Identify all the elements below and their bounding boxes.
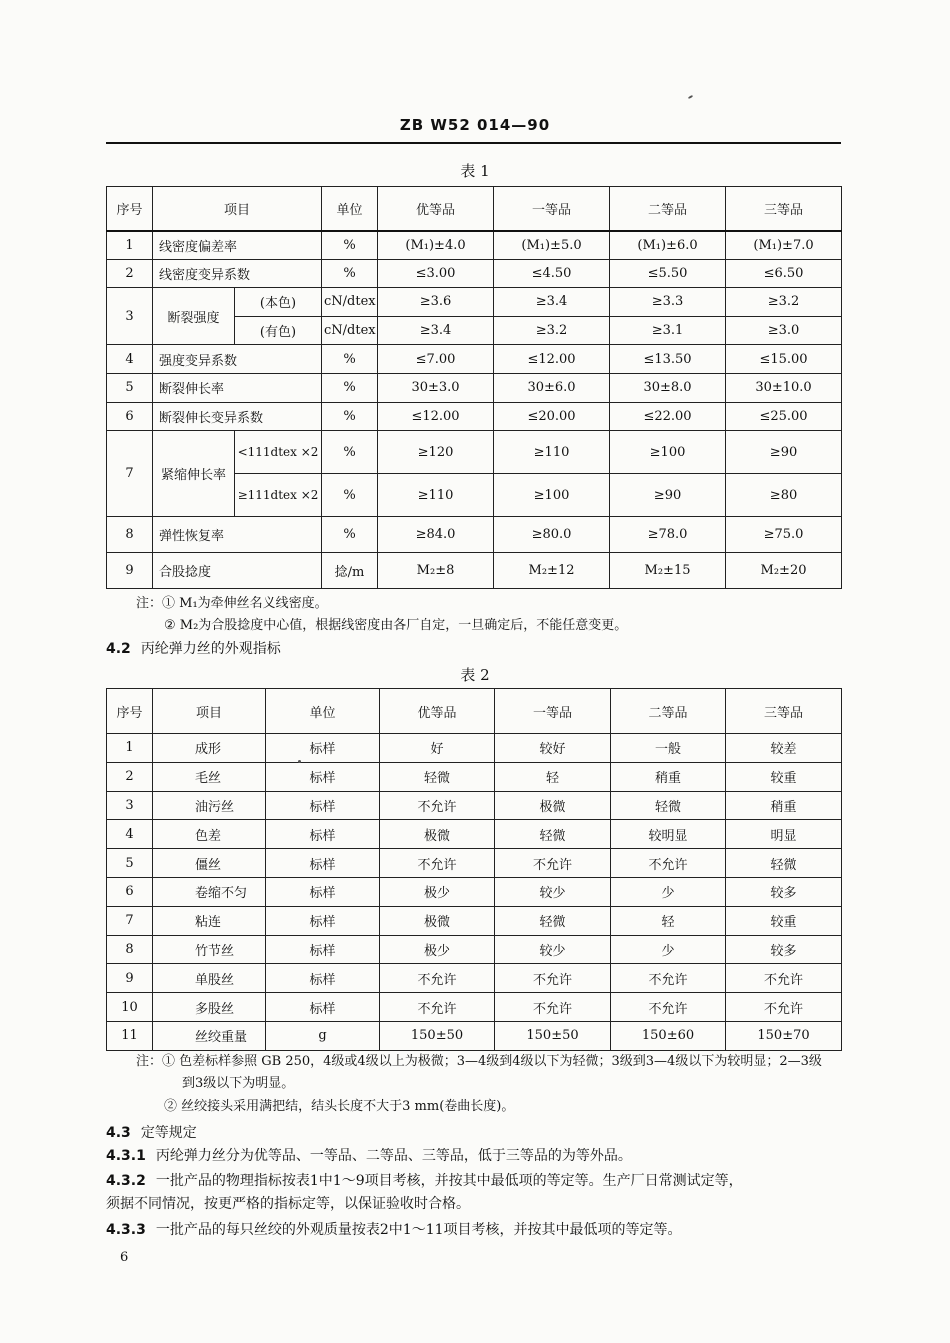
value-cell: M₂±20 — [726, 553, 842, 589]
table-row — [107, 288, 842, 317]
value-cell: ≥3.0 — [726, 316, 842, 345]
value-cell: ≥75.0 — [726, 517, 842, 553]
header-cell: 三等品 — [726, 689, 842, 734]
value-cell: ≥3.2 — [494, 316, 610, 345]
item-cell: 合股捻度 — [153, 553, 322, 589]
value-cell: 不允许 — [495, 849, 611, 878]
row-number: 9 — [107, 553, 153, 589]
unit-cell: % — [322, 259, 378, 288]
table-row — [107, 373, 842, 402]
section-heading: 定等规定 — [140, 1125, 197, 1141]
value-cell: ≥3.4 — [494, 288, 610, 317]
value-cell: 30±10.0 — [726, 373, 842, 402]
value-cell: 少 — [611, 877, 726, 906]
value-cell: 150±50 — [380, 1021, 495, 1050]
value-cell: ≥90 — [610, 474, 726, 517]
value-cell: 轻微 — [495, 820, 611, 849]
unit-cell: g — [266, 1021, 380, 1050]
table-row — [107, 935, 842, 964]
value-cell: 不允许 — [495, 993, 611, 1022]
header-cell: 优等品 — [380, 689, 495, 734]
value-cell: 不允许 — [380, 791, 495, 820]
table2-title: 表 2 — [460, 666, 490, 684]
item-cell: 弹性恢复率 — [153, 517, 322, 553]
table-row — [107, 820, 842, 849]
unit-cell: % — [322, 431, 378, 474]
item-cell: 线密度偏差率 — [153, 231, 322, 260]
unit-cell: % — [322, 517, 378, 553]
value-cell: ≥90 — [726, 431, 842, 474]
row-number: 10 — [107, 993, 153, 1022]
table1-header-row — [107, 187, 842, 231]
item-cell: 毛丝 — [153, 762, 266, 791]
item-cell: 断裂强度 — [153, 288, 235, 345]
unit-cell: 捻/m — [322, 553, 378, 589]
value-cell: 好 — [380, 734, 495, 763]
item-cell: 粘连 — [153, 906, 266, 935]
unit-cell: 标样 — [266, 964, 380, 993]
clause-4-3-1 — [106, 1145, 846, 1167]
value-cell: 不允许 — [380, 964, 495, 993]
value-cell: 30±3.0 — [378, 373, 494, 402]
row-number: 5 — [107, 849, 153, 878]
value-cell: ≥3.6 — [378, 288, 494, 317]
header-cell: 单位 — [322, 187, 378, 231]
table-row — [107, 345, 842, 374]
value-cell: 150±50 — [495, 1021, 611, 1050]
subitem-cell: (本色) — [235, 288, 322, 317]
value-cell: 较少 — [495, 935, 611, 964]
row-number: 7 — [107, 906, 153, 935]
clause-text: 一批产品的物理指标按表1中1～9项目考核，并按其中最低项的等定等。生产厂日常测试定等， — [155, 1173, 743, 1189]
table-row — [107, 431, 842, 474]
value-cell: 较少 — [495, 877, 611, 906]
value-cell: ≥3.4 — [378, 316, 494, 345]
value-cell: 轻 — [611, 906, 726, 935]
item-cell: 断裂伸长率 — [153, 373, 322, 402]
value-cell: (M₁)±7.0 — [726, 231, 842, 260]
value-cell: ≥120 — [378, 431, 494, 474]
row-number: 6 — [107, 877, 153, 906]
value-cell: 30±8.0 — [610, 373, 726, 402]
value-cell: ≤5.50 — [610, 259, 726, 288]
row-number: 8 — [107, 517, 153, 553]
value-cell: ≤3.00 — [378, 259, 494, 288]
header-cell: 一等品 — [495, 689, 611, 734]
subitem-cell: ≥111dtex ×2 — [235, 474, 322, 517]
value-cell: ≥80.0 — [494, 517, 610, 553]
item-cell: 线密度变异系数 — [153, 259, 322, 288]
header-cell: 优等品 — [378, 187, 494, 231]
clause-number: 4.3.2 — [106, 1173, 146, 1189]
row-number: 2 — [107, 762, 153, 791]
table2-note-1: 注：① 色差标样参照 GB 250，4级或4级以上为极微；3—4级到4级以下为轻微；3级到3—4级以下为较明显；2—3级 — [136, 1054, 822, 1069]
row-number: 6 — [107, 402, 153, 431]
unit-cell: % — [322, 231, 378, 260]
table-row — [107, 906, 842, 935]
item-cell: 油污丝 — [153, 791, 266, 820]
item-cell: 竹节丝 — [153, 935, 266, 964]
value-cell: 150±60 — [611, 1021, 726, 1050]
value-cell: ≤20.00 — [494, 402, 610, 431]
item-cell: 成形 — [153, 734, 266, 763]
value-cell: 不允许 — [726, 964, 842, 993]
unit-cell: % — [322, 402, 378, 431]
unit-cell: % — [322, 474, 378, 517]
value-cell: ≥78.0 — [610, 517, 726, 553]
value-cell: 较重 — [726, 906, 842, 935]
item-cell: 单股丝 — [153, 964, 266, 993]
value-cell: ≤12.00 — [378, 402, 494, 431]
table2-note-1-cont: 到3级以下为明显。 — [182, 1076, 295, 1091]
header-cell: 三等品 — [726, 187, 842, 231]
value-cell: 不允许 — [611, 964, 726, 993]
table1-note-1: 注：① M₁为牵伸丝名义线密度。 — [136, 596, 328, 611]
header-cell: 二等品 — [611, 689, 726, 734]
value-cell: 轻 — [495, 762, 611, 791]
table2 — [106, 688, 842, 1051]
value-cell: ≤25.00 — [726, 402, 842, 431]
row-number: 4 — [107, 820, 153, 849]
section-number: 4.3 — [106, 1125, 131, 1141]
item-cell: 紧缩伸长率 — [153, 431, 235, 517]
row-number: 5 — [107, 373, 153, 402]
unit-cell: % — [322, 373, 378, 402]
table-row — [107, 517, 842, 553]
value-cell: 不允许 — [495, 964, 611, 993]
value-cell: 150±70 — [726, 1021, 842, 1050]
value-cell: ≥100 — [610, 431, 726, 474]
value-cell: 极微 — [495, 791, 611, 820]
value-cell: 不允许 — [611, 849, 726, 878]
value-cell: 较差 — [726, 734, 842, 763]
unit-cell: cN/dtex — [322, 316, 378, 345]
value-cell: 轻微 — [380, 762, 495, 791]
value-cell: 较好 — [495, 734, 611, 763]
value-cell: 较多 — [726, 935, 842, 964]
value-cell: 较重 — [726, 762, 842, 791]
item-cell: 卷缩不匀 — [153, 877, 266, 906]
value-cell: 少 — [611, 935, 726, 964]
row-number: 1 — [107, 734, 153, 763]
item-cell: 多股丝 — [153, 993, 266, 1022]
header-cell: 序号 — [107, 689, 153, 734]
value-cell: 不允许 — [726, 993, 842, 1022]
value-cell: 一般 — [611, 734, 726, 763]
value-cell: ≤6.50 — [726, 259, 842, 288]
value-cell: (M₁)±5.0 — [494, 231, 610, 260]
value-cell: (M₁)±4.0 — [378, 231, 494, 260]
section-number: 4.2 — [106, 641, 131, 657]
value-cell: ≥100 — [494, 474, 610, 517]
value-cell: 不允许 — [380, 993, 495, 1022]
section-4-3 — [106, 1122, 846, 1144]
table-row — [107, 259, 842, 288]
section-heading: 丙纶弹力丝的外观指标 — [140, 641, 281, 657]
unit-cell: % — [322, 345, 378, 374]
table-row — [107, 964, 842, 993]
header-rule — [106, 142, 841, 144]
value-cell: ≤22.00 — [610, 402, 726, 431]
value-cell: ≥80 — [726, 474, 842, 517]
standard-code: ZB W52 014—90 — [399, 116, 551, 134]
value-cell: ≥3.1 — [610, 316, 726, 345]
table-row — [107, 877, 842, 906]
table-row — [107, 231, 842, 260]
value-cell: 明显 — [726, 820, 842, 849]
item-cell: 僵丝 — [153, 849, 266, 878]
table-row — [107, 849, 842, 878]
value-cell: ≥110 — [494, 431, 610, 474]
clause-text: 丙纶弹力丝分为优等品、一等品、二等品、三等品，低于三等品的为等外品。 — [155, 1148, 632, 1164]
item-cell: 断裂伸长变异系数 — [153, 402, 322, 431]
value-cell: ≤13.50 — [610, 345, 726, 374]
unit-cell: 标样 — [266, 762, 380, 791]
value-cell: M₂±12 — [494, 553, 610, 589]
header-cell: 单位 — [266, 689, 380, 734]
unit-cell: 标样 — [266, 820, 380, 849]
header-cell: 序号 — [107, 187, 153, 231]
table-row — [107, 402, 842, 431]
row-number: 3 — [107, 288, 153, 345]
unit-cell: 标样 — [266, 935, 380, 964]
value-cell: 不允许 — [611, 993, 726, 1022]
value-cell: 轻微 — [726, 849, 842, 878]
value-cell: 极微 — [380, 820, 495, 849]
row-number: 8 — [107, 935, 153, 964]
header-cell: 一等品 — [494, 187, 610, 231]
value-cell: M₂±15 — [610, 553, 726, 589]
item-cell: 丝绞重量 — [153, 1021, 266, 1050]
scan-speck — [298, 760, 301, 763]
item-cell: 色差 — [153, 820, 266, 849]
row-number: 7 — [107, 431, 153, 517]
value-cell: ≤7.00 — [378, 345, 494, 374]
value-cell: 极少 — [380, 877, 495, 906]
row-number: 1 — [107, 231, 153, 260]
table1-title: 表 1 — [460, 162, 490, 180]
value-cell: ≤15.00 — [726, 345, 842, 374]
subitem-cell: (有色) — [235, 316, 322, 345]
unit-cell: 标样 — [266, 734, 380, 763]
table-row — [107, 791, 842, 820]
unit-cell: cN/dtex — [322, 288, 378, 317]
value-cell: 稍重 — [726, 791, 842, 820]
value-cell: ≥84.0 — [378, 517, 494, 553]
value-cell: ≥110 — [378, 474, 494, 517]
value-cell: 30±6.0 — [494, 373, 610, 402]
header-cell: 项目 — [153, 689, 266, 734]
clause-4-3-3 — [106, 1219, 846, 1241]
clause-number: 4.3.3 — [106, 1222, 146, 1238]
table2-note-2: ② 丝绞接头采用满把结，结头长度不大于3 mm(卷曲长度)。 — [164, 1099, 515, 1114]
table-row — [107, 553, 842, 589]
clause-4-3-2-cont — [106, 1193, 846, 1215]
value-cell: ≥3.3 — [610, 288, 726, 317]
value-cell: ≤12.00 — [494, 345, 610, 374]
table-row — [107, 993, 842, 1022]
section-4-2 — [106, 638, 846, 660]
table2-header-row — [107, 689, 842, 734]
clause-text: 须据不同情况，按更严格的指标定等，以保证验收时合格。 — [106, 1196, 470, 1212]
value-cell: M₂±8 — [378, 553, 494, 589]
page-number: 6 — [120, 1250, 129, 1265]
row-number: 11 — [107, 1021, 153, 1050]
unit-cell: 标样 — [266, 849, 380, 878]
subitem-cell: <111dtex ×2 — [235, 431, 322, 474]
value-cell: ≥3.2 — [726, 288, 842, 317]
value-cell: 极少 — [380, 935, 495, 964]
unit-cell: 标样 — [266, 791, 380, 820]
table1-note-2: ② M₂为合股捻度中心值，根据线密度由各厂自定，一旦确定后，不能任意变更。 — [164, 618, 628, 633]
value-cell: ≤4.50 — [494, 259, 610, 288]
value-cell: 轻微 — [611, 791, 726, 820]
clause-number: 4.3.1 — [106, 1148, 146, 1164]
unit-cell: 标样 — [266, 877, 380, 906]
clause-text: 一批产品的每只丝绞的外观质量按表2中1～11项目考核，并按其中最低项的等定等。 — [155, 1222, 682, 1238]
clause-4-3-2 — [106, 1170, 846, 1192]
table-row — [107, 762, 842, 791]
value-cell: 轻微 — [495, 906, 611, 935]
row-number: 9 — [107, 964, 153, 993]
item-cell: 强度变异系数 — [153, 345, 322, 374]
table-row — [107, 1021, 842, 1050]
row-number: 3 — [107, 791, 153, 820]
row-number: 4 — [107, 345, 153, 374]
header-cell: 项目 — [153, 187, 322, 231]
value-cell: 不允许 — [380, 849, 495, 878]
value-cell: 较多 — [726, 877, 842, 906]
table-row — [107, 734, 842, 763]
table1 — [106, 186, 842, 589]
row-number: 2 — [107, 259, 153, 288]
value-cell: (M₁)±6.0 — [610, 231, 726, 260]
value-cell: 稍重 — [611, 762, 726, 791]
unit-cell: 标样 — [266, 906, 380, 935]
value-cell: 较明显 — [611, 820, 726, 849]
unit-cell: 标样 — [266, 993, 380, 1022]
value-cell: 极微 — [380, 906, 495, 935]
header-cell: 二等品 — [610, 187, 726, 231]
scan-speck — [688, 95, 693, 99]
